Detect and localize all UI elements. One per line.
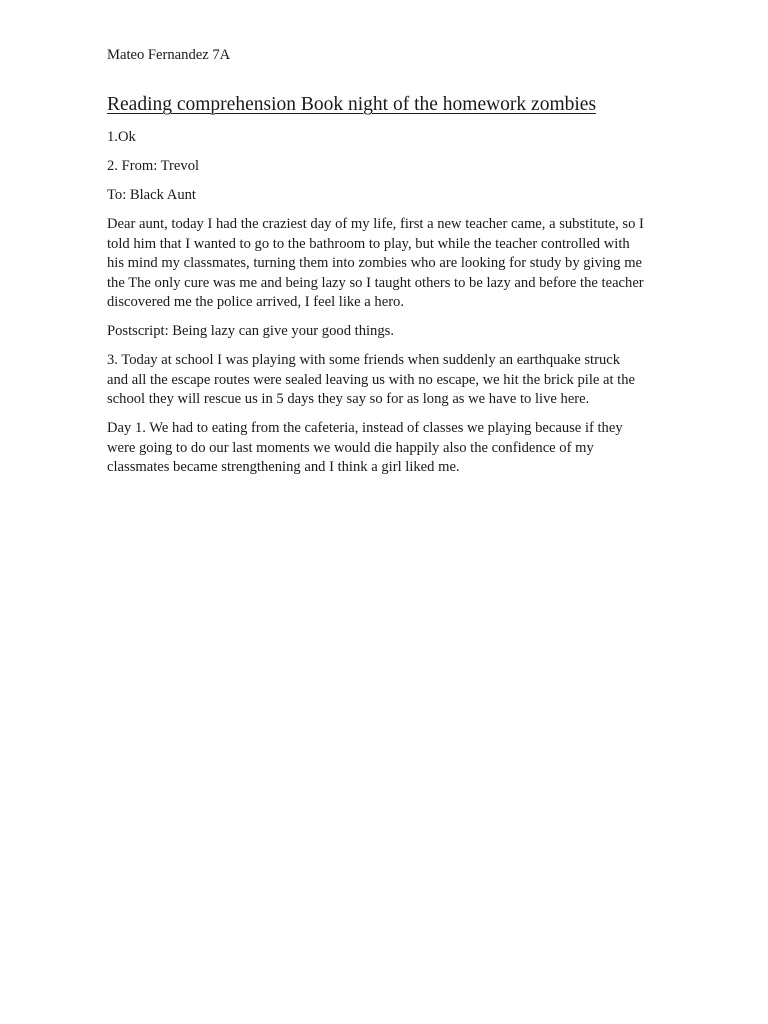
text-line: Dear aunt, today I had the craziest day of my life, first a new teacher came, a substitute, so I [107, 216, 644, 232]
answer-1: 1.Ok [107, 129, 136, 145]
text-line: and all the escape routes were sealed leaving us with no escape, we hit the brick pile at the [107, 371, 636, 388]
text-line: told him that I wanted to go to the bathroom to play, but while the teacher controlled with [107, 235, 630, 252]
text-line: the The only cure was me and being lazy so I taught others to be lazy and before the teacher [107, 274, 644, 291]
answer-2-to: To: Black Aunt [107, 187, 196, 203]
text-line: 3. Today at school I was playing with some friends when suddenly an earthquake struck [107, 352, 621, 368]
text-line: discovered me the police arrived, I feel like a hero. [107, 294, 405, 310]
text-line: school they will rescue us in 5 days they say so for as long as we have to live here. [107, 391, 590, 407]
answer-3-paragraph [107, 351, 667, 410]
author-line: Mateo Fernandez 7A [107, 47, 231, 63]
text-line: Day 1. We had to eating from the cafeteria, instead of classes we playing because if they [107, 420, 623, 436]
text-line: his mind my classmates, turning them into zombies who are looking for study by giving me [107, 255, 643, 271]
text-line: classmates became strengthening and I think a girl liked me. [107, 459, 460, 475]
answer-2-from: 2. From: Trevol [107, 158, 200, 174]
postscript: Postscript: Being lazy can give your good things. [107, 323, 394, 339]
letter-paragraph [107, 215, 667, 313]
document-title: Reading comprehension Book night of the homework zombies [107, 94, 597, 115]
text-line: were going to do our last moments we would die happily also the confidence of my [107, 439, 594, 456]
day-1-paragraph [107, 419, 667, 478]
